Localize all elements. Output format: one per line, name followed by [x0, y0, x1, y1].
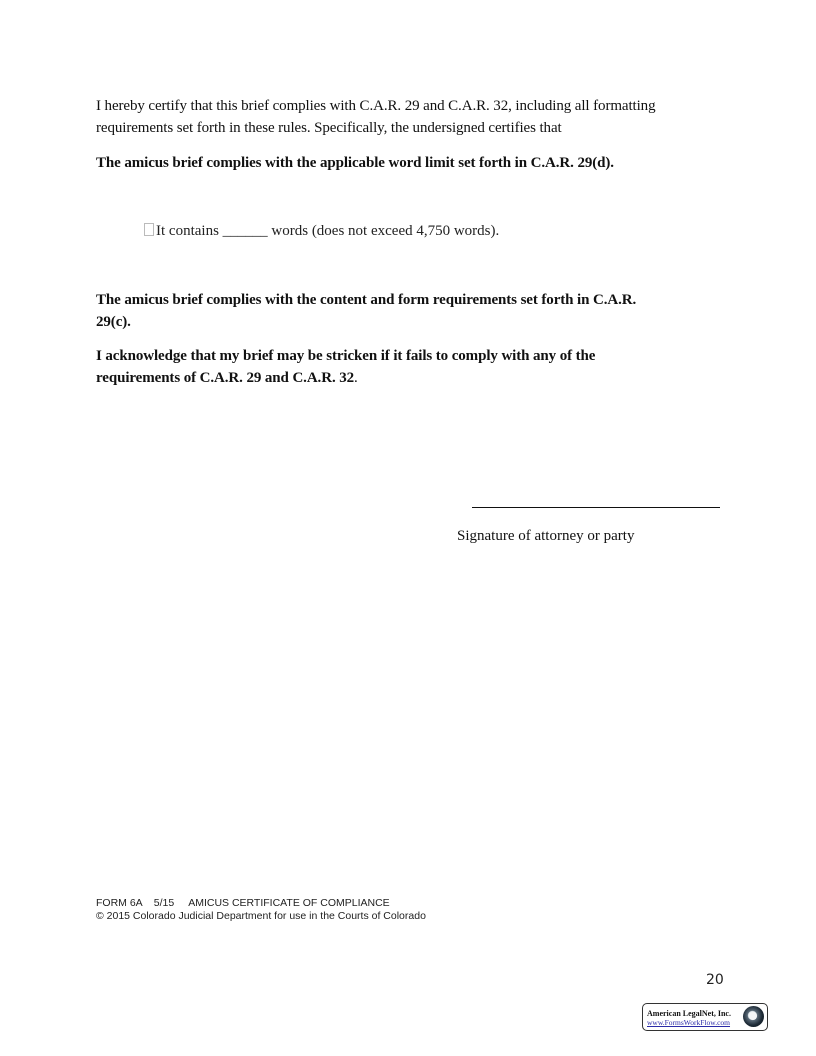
acknowledgement-statement	[96, 345, 736, 389]
intro-line-2: requirements set forth in these rules. Specifically, the undersigned certifies that	[96, 120, 562, 136]
word-count-text: It contains ______ words (does not exceed 4,750 words).	[156, 223, 500, 239]
form-footer	[96, 897, 426, 923]
publisher-logo[interactable]	[642, 1003, 768, 1031]
acknowledge-period: .	[354, 370, 358, 386]
copyright-line: © 2015 Colorado Judicial Department for use in the Courts of Colorado	[96, 910, 426, 922]
certification-intro	[96, 95, 736, 139]
acknowledge-line-1: I acknowledge that my brief may be stricken if it fails to comply with any of the	[96, 348, 596, 364]
acknowledge-line-2: requirements of C.A.R. 29 and C.A.R. 32	[96, 370, 355, 386]
content-form-line-1: The amicus brief complies with the content and form requirements set forth in C.A.R.	[96, 292, 637, 308]
word-limit-statement: The amicus brief complies with the applicable word limit set forth in C.A.R. 29(d).	[96, 155, 614, 171]
content-form-line-2: 29(c).	[96, 314, 131, 330]
signature-line[interactable]	[472, 507, 720, 508]
checkbox-icon[interactable]	[144, 223, 154, 236]
signature-label: Signature of attorney or party	[457, 528, 635, 544]
content-form-statement	[96, 289, 736, 333]
page-number: 20	[706, 972, 724, 988]
logo-url-link[interactable]: www.FormsWorkFlow.com	[647, 1018, 731, 1027]
intro-line-1: I hereby certify that this brief complies with C.A.R. 29 and C.A.R. 32, including all formatting	[96, 98, 656, 114]
logo-company-name: American LegalNet, Inc.	[647, 1009, 731, 1018]
globe-icon	[743, 1006, 764, 1027]
word-count-option[interactable]	[144, 220, 499, 242]
form-id-line: FORM 6A 5/15 AMICUS CERTIFICATE OF COMPLIANCE	[96, 897, 390, 909]
